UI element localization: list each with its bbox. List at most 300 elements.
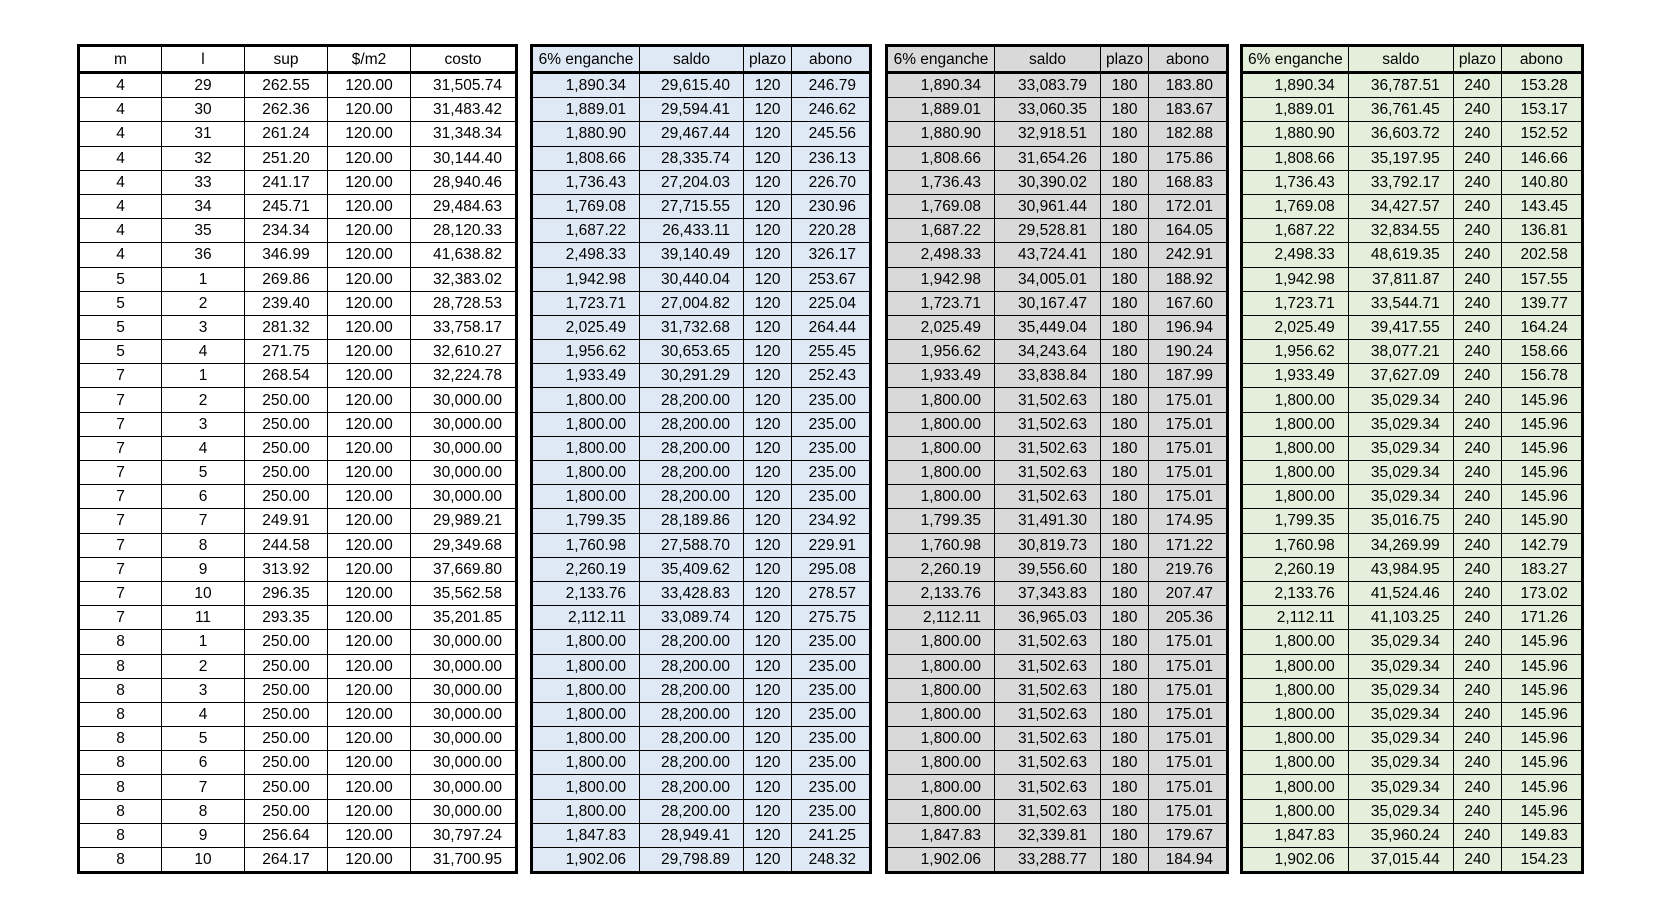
- table-cell: 30,291.29: [640, 364, 744, 388]
- table-cell: 31,654.26: [995, 146, 1101, 170]
- table-row: [1242, 775, 1583, 799]
- table-cell: 7: [79, 581, 162, 605]
- table-row: [532, 533, 871, 557]
- table-cell: 1,800.00: [532, 461, 640, 485]
- column-header: 6% enganche: [532, 46, 640, 73]
- table-cell: 30,000.00: [411, 485, 517, 509]
- table-cell: 32,918.51: [995, 122, 1101, 146]
- table-cell: 145.96: [1501, 751, 1582, 775]
- table-row: [79, 485, 517, 509]
- table-cell: 28,200.00: [640, 702, 744, 726]
- table-cell: 145.96: [1501, 727, 1582, 751]
- table-cell: 1,760.98: [532, 533, 640, 557]
- table-cell: 180: [1101, 581, 1149, 605]
- table-cell: 239.40: [245, 291, 328, 315]
- table-cell: 180: [1101, 436, 1149, 460]
- table-cell: 30,000.00: [411, 678, 517, 702]
- table-cell: 120.00: [328, 194, 411, 218]
- table-cell: 1,800.00: [532, 388, 640, 412]
- table-cell: 248.32: [792, 848, 871, 873]
- table-cell: 32,383.02: [411, 267, 517, 291]
- table-cell: 246.62: [792, 98, 871, 122]
- table-cell: 31: [162, 122, 245, 146]
- table-cell: 1,933.49: [532, 364, 640, 388]
- table-cell: 5: [162, 461, 245, 485]
- table-cell: 120: [744, 509, 792, 533]
- table-cell: 1,902.06: [1242, 848, 1349, 873]
- table-cell: 37,015.44: [1348, 848, 1453, 873]
- table-cell: 252.43: [792, 364, 871, 388]
- table-cell: 28,200.00: [640, 727, 744, 751]
- table-cell: 30,000.00: [411, 799, 517, 823]
- table-cell: 240: [1453, 799, 1501, 823]
- table-cell: 253.67: [792, 267, 871, 291]
- table-cell: 246.79: [792, 73, 871, 98]
- table-cell: 34: [162, 194, 245, 218]
- table-cell: 236.13: [792, 146, 871, 170]
- table-cell: 4: [79, 194, 162, 218]
- table-cell: 1,800.00: [887, 630, 995, 654]
- table-row: [887, 533, 1228, 557]
- table-cell: 256.64: [245, 823, 328, 847]
- table-row: [887, 848, 1228, 873]
- table-cell: 180: [1101, 315, 1149, 339]
- table-cell: 29,594.41: [640, 98, 744, 122]
- table-cell: 219.76: [1149, 557, 1228, 581]
- table-cell: 180: [1101, 775, 1149, 799]
- table-cell: 35,029.34: [1348, 630, 1453, 654]
- table-cell: 1,800.00: [887, 775, 995, 799]
- table-cell: 35: [162, 219, 245, 243]
- table-cell: 5: [79, 315, 162, 339]
- table-cell: 120: [744, 146, 792, 170]
- table-row: [1242, 751, 1583, 775]
- table-cell: 2,260.19: [1242, 557, 1349, 581]
- table-cell: 240: [1453, 654, 1501, 678]
- table-cell: 145.96: [1501, 436, 1582, 460]
- table-cell: 180: [1101, 606, 1149, 630]
- table-row: [887, 388, 1228, 412]
- table-cell: 1,800.00: [532, 727, 640, 751]
- table-row: [887, 727, 1228, 751]
- table-cell: 27,004.82: [640, 291, 744, 315]
- table-cell: 1,800.00: [532, 678, 640, 702]
- table-cell: 31,502.63: [995, 775, 1101, 799]
- table-cell: 29,349.68: [411, 533, 517, 557]
- table-row: [887, 581, 1228, 605]
- table-cell: 1,800.00: [1242, 775, 1349, 799]
- table-row: [1242, 702, 1583, 726]
- table-cell: 26,433.11: [640, 219, 744, 243]
- table-cell: 234.92: [792, 509, 871, 533]
- table-cell: 2,498.33: [1242, 243, 1349, 267]
- table-cell: 120.00: [328, 436, 411, 460]
- table-cell: 250.00: [245, 751, 328, 775]
- table-cell: 120.00: [328, 122, 411, 146]
- table-cell: 241.25: [792, 823, 871, 847]
- table-row: [1242, 364, 1583, 388]
- table-cell: 152.52: [1501, 122, 1582, 146]
- table-cell: 1,800.00: [1242, 412, 1349, 436]
- table-cell: 1,687.22: [1242, 219, 1349, 243]
- table-cell: 120: [744, 823, 792, 847]
- table-row: [532, 388, 871, 412]
- table-cell: 157.55: [1501, 267, 1582, 291]
- table-cell: 180: [1101, 678, 1149, 702]
- table-row: [79, 364, 517, 388]
- table-cell: 29,467.44: [640, 122, 744, 146]
- table-cell: 33,544.71: [1348, 291, 1453, 315]
- table-cell: 235.00: [792, 436, 871, 460]
- table-cell: 175.01: [1149, 702, 1228, 726]
- table-cell: 4: [162, 340, 245, 364]
- table-cell: 139.77: [1501, 291, 1582, 315]
- table-cell: 120.00: [328, 98, 411, 122]
- table-cell: 35,201.85: [411, 606, 517, 630]
- table-cell: 4: [79, 122, 162, 146]
- table-cell: 35,029.34: [1348, 727, 1453, 751]
- table-cell: 7: [79, 412, 162, 436]
- table-cell: 28,200.00: [640, 654, 744, 678]
- table-cell: 235.00: [792, 485, 871, 509]
- table-row: [79, 73, 517, 98]
- table-cell: 4: [79, 243, 162, 267]
- table-cell: 48,619.35: [1348, 243, 1453, 267]
- table-row: [532, 485, 871, 509]
- table-cell: 1,800.00: [1242, 630, 1349, 654]
- table-cell: 29,989.21: [411, 509, 517, 533]
- table-cell: 31,502.63: [995, 727, 1101, 751]
- table-cell: 145.96: [1501, 412, 1582, 436]
- table-cell: 10: [162, 848, 245, 873]
- table-cell: 175.01: [1149, 799, 1228, 823]
- table-cell: 8: [79, 848, 162, 873]
- table-cell: 28,189.86: [640, 509, 744, 533]
- table-cell: 1,736.43: [532, 170, 640, 194]
- table-cell: 250.00: [245, 702, 328, 726]
- table-cell: 145.96: [1501, 678, 1582, 702]
- table-cell: 32,224.78: [411, 364, 517, 388]
- table-cell: 145.96: [1501, 799, 1582, 823]
- table-cell: 136.81: [1501, 219, 1582, 243]
- table-cell: 175.01: [1149, 654, 1228, 678]
- table-cell: 180: [1101, 340, 1149, 364]
- table-cell: 269.86: [245, 267, 328, 291]
- table-cell: 1,799.35: [887, 509, 995, 533]
- table-cell: 120: [744, 630, 792, 654]
- plan-180-table: [885, 44, 1229, 874]
- table-cell: 35,449.04: [995, 315, 1101, 339]
- table-cell: 241.17: [245, 170, 328, 194]
- table-cell: 2: [162, 388, 245, 412]
- table-cell: 171.22: [1149, 533, 1228, 557]
- table-cell: 180: [1101, 388, 1149, 412]
- table-cell: 1,800.00: [532, 630, 640, 654]
- table-cell: 1,889.01: [887, 98, 995, 122]
- table-cell: 35,029.34: [1348, 751, 1453, 775]
- table-cell: 250.00: [245, 678, 328, 702]
- table-cell: 120.00: [328, 388, 411, 412]
- table-cell: 2: [162, 291, 245, 315]
- table-row: [887, 485, 1228, 509]
- table-row: [532, 727, 871, 751]
- table-cell: 262.36: [245, 98, 328, 122]
- table-cell: 1,760.98: [1242, 533, 1349, 557]
- table-cell: 120: [744, 412, 792, 436]
- table-row: [1242, 799, 1583, 823]
- table-cell: 142.79: [1501, 533, 1582, 557]
- table-cell: 3: [162, 678, 245, 702]
- table-row: [532, 267, 871, 291]
- table-cell: 120.00: [328, 509, 411, 533]
- table-cell: 33,428.83: [640, 581, 744, 605]
- table-cell: 27,588.70: [640, 533, 744, 557]
- table-row: [532, 243, 871, 267]
- table-cell: 120.00: [328, 533, 411, 557]
- table-row: [887, 73, 1228, 98]
- table-cell: 1,800.00: [887, 702, 995, 726]
- table-row: [79, 606, 517, 630]
- table-row: [1242, 291, 1583, 315]
- table-row: [1242, 509, 1583, 533]
- column-header: l: [162, 46, 245, 73]
- table-cell: 171.26: [1501, 606, 1582, 630]
- table-cell: 8: [79, 702, 162, 726]
- table-row: [79, 170, 517, 194]
- table-cell: 2,112.11: [1242, 606, 1349, 630]
- table-row: [79, 291, 517, 315]
- table-row: [887, 654, 1228, 678]
- table-cell: 145.96: [1501, 388, 1582, 412]
- table-row: [1242, 436, 1583, 460]
- table-row: [1242, 146, 1583, 170]
- table-cell: 240: [1453, 775, 1501, 799]
- header-row: [887, 46, 1228, 73]
- table-cell: 34,427.57: [1348, 194, 1453, 218]
- table-cell: 37,627.09: [1348, 364, 1453, 388]
- table-cell: 30,000.00: [411, 412, 517, 436]
- table-cell: 182.88: [1149, 122, 1228, 146]
- table-row: [79, 751, 517, 775]
- table-cell: 120.00: [328, 315, 411, 339]
- table-row: [1242, 315, 1583, 339]
- table-cell: 1,847.83: [1242, 823, 1349, 847]
- table-row: [1242, 170, 1583, 194]
- table-cell: 7: [79, 533, 162, 557]
- table-cell: 143.45: [1501, 194, 1582, 218]
- table-cell: 240: [1453, 485, 1501, 509]
- table-cell: 175.86: [1149, 146, 1228, 170]
- table-cell: 179.67: [1149, 823, 1228, 847]
- table-cell: 120.00: [328, 73, 411, 98]
- table-cell: 1,902.06: [532, 848, 640, 873]
- table-cell: 28,200.00: [640, 799, 744, 823]
- table-cell: 264.44: [792, 315, 871, 339]
- table-cell: 174.95: [1149, 509, 1228, 533]
- table-cell: 1,736.43: [1242, 170, 1349, 194]
- table-cell: 240: [1453, 194, 1501, 218]
- table-row: [887, 98, 1228, 122]
- table-cell: 120: [744, 557, 792, 581]
- table-cell: 33,089.74: [640, 606, 744, 630]
- table-row: [532, 823, 871, 847]
- table-cell: 8: [162, 799, 245, 823]
- table-cell: 30,000.00: [411, 461, 517, 485]
- table-cell: 31,502.63: [995, 799, 1101, 823]
- table-cell: 261.24: [245, 122, 328, 146]
- table-cell: 1,800.00: [887, 461, 995, 485]
- table-cell: 180: [1101, 243, 1149, 267]
- table-cell: 240: [1453, 122, 1501, 146]
- table-row: [79, 461, 517, 485]
- table-row: [887, 267, 1228, 291]
- table-cell: 184.94: [1149, 848, 1228, 873]
- table-row: [887, 509, 1228, 533]
- table-row: [887, 122, 1228, 146]
- table-cell: 235.00: [792, 727, 871, 751]
- table-cell: 120.00: [328, 606, 411, 630]
- table-row: [79, 775, 517, 799]
- table-cell: 35,029.34: [1348, 461, 1453, 485]
- table-cell: 240: [1453, 219, 1501, 243]
- table-cell: 36,965.03: [995, 606, 1101, 630]
- table-row: [887, 823, 1228, 847]
- table-cell: 120: [744, 291, 792, 315]
- table-cell: 207.47: [1149, 581, 1228, 605]
- table-cell: 240: [1453, 606, 1501, 630]
- table-cell: 120: [744, 219, 792, 243]
- table-cell: 28,200.00: [640, 775, 744, 799]
- table-cell: 2,498.33: [532, 243, 640, 267]
- table-cell: 120: [744, 727, 792, 751]
- table-cell: 35,029.34: [1348, 678, 1453, 702]
- table-cell: 1,723.71: [887, 291, 995, 315]
- table-cell: 175.01: [1149, 630, 1228, 654]
- table-cell: 31,502.63: [995, 654, 1101, 678]
- table-row: [887, 243, 1228, 267]
- table-row: [79, 315, 517, 339]
- table-cell: 30: [162, 98, 245, 122]
- table-cell: 120.00: [328, 702, 411, 726]
- table-cell: 175.01: [1149, 751, 1228, 775]
- table-row: [887, 340, 1228, 364]
- lot-cost-table: [77, 44, 518, 874]
- table-cell: 120.00: [328, 219, 411, 243]
- table-cell: 1,800.00: [887, 436, 995, 460]
- table-row: [532, 557, 871, 581]
- table-cell: 230.96: [792, 194, 871, 218]
- column-header: abono: [1149, 46, 1228, 73]
- table-row: [79, 702, 517, 726]
- table-cell: 240: [1453, 848, 1501, 873]
- table-cell: 4: [79, 170, 162, 194]
- table-cell: 1: [162, 364, 245, 388]
- table-cell: 2,112.11: [887, 606, 995, 630]
- table-cell: 28,200.00: [640, 436, 744, 460]
- table-cell: 180: [1101, 823, 1149, 847]
- table-cell: 164.24: [1501, 315, 1582, 339]
- table-cell: 39,417.55: [1348, 315, 1453, 339]
- table-cell: 9: [162, 557, 245, 581]
- table-cell: 35,029.34: [1348, 388, 1453, 412]
- table-cell: 180: [1101, 73, 1149, 98]
- table-cell: 180: [1101, 533, 1149, 557]
- table-cell: 120.00: [328, 461, 411, 485]
- table-cell: 1,723.71: [532, 291, 640, 315]
- table-cell: 240: [1453, 727, 1501, 751]
- table-cell: 145.96: [1501, 461, 1582, 485]
- table-row: [79, 533, 517, 557]
- table-cell: 36,603.72: [1348, 122, 1453, 146]
- table-row: [1242, 581, 1583, 605]
- table-cell: 4: [162, 702, 245, 726]
- table-cell: 120.00: [328, 340, 411, 364]
- table-cell: 1,800.00: [1242, 388, 1349, 412]
- table-cell: 120: [744, 775, 792, 799]
- table-row: [79, 823, 517, 847]
- column-header: plazo: [1453, 46, 1501, 73]
- table-cell: 1,880.90: [532, 122, 640, 146]
- table-row: [887, 557, 1228, 581]
- table-cell: 35,016.75: [1348, 509, 1453, 533]
- table-cell: 31,700.95: [411, 848, 517, 873]
- table-cell: 120.00: [328, 727, 411, 751]
- table-row: [887, 775, 1228, 799]
- table-cell: 43,984.95: [1348, 557, 1453, 581]
- table-cell: 1,800.00: [1242, 799, 1349, 823]
- table-cell: 175.01: [1149, 436, 1228, 460]
- table-cell: 1,769.08: [1242, 194, 1349, 218]
- table-cell: 120.00: [328, 146, 411, 170]
- table-row: [1242, 219, 1583, 243]
- table-cell: 2,112.11: [532, 606, 640, 630]
- table-cell: 120: [744, 243, 792, 267]
- table-cell: 28,200.00: [640, 751, 744, 775]
- table-cell: 38,077.21: [1348, 340, 1453, 364]
- table-cell: 1,942.98: [1242, 267, 1349, 291]
- table-cell: 1,889.01: [532, 98, 640, 122]
- table-row: [887, 291, 1228, 315]
- table-cell: 30,000.00: [411, 630, 517, 654]
- table-cell: 35,409.62: [640, 557, 744, 581]
- table-cell: 9: [162, 823, 245, 847]
- table-cell: 145.96: [1501, 630, 1582, 654]
- table-cell: 120.00: [328, 678, 411, 702]
- table-cell: 175.01: [1149, 412, 1228, 436]
- table-cell: 2,260.19: [532, 557, 640, 581]
- table-cell: 255.45: [792, 340, 871, 364]
- table-cell: 1,956.62: [887, 340, 995, 364]
- table-cell: 2,025.49: [887, 315, 995, 339]
- table-row: [79, 727, 517, 751]
- table-cell: 1,800.00: [887, 751, 995, 775]
- table-cell: 235.00: [792, 461, 871, 485]
- table-cell: 39,140.49: [640, 243, 744, 267]
- table-cell: 175.01: [1149, 485, 1228, 509]
- table-cell: 33,758.17: [411, 315, 517, 339]
- table-row: [1242, 678, 1583, 702]
- table-cell: 180: [1101, 799, 1149, 823]
- table-cell: 175.01: [1149, 775, 1228, 799]
- table-row: [79, 267, 517, 291]
- table-cell: 43,724.41: [995, 243, 1101, 267]
- table-cell: 4: [79, 98, 162, 122]
- table-cell: 240: [1453, 630, 1501, 654]
- table-cell: 180: [1101, 461, 1149, 485]
- table-cell: 2,133.76: [532, 581, 640, 605]
- table-row: [79, 848, 517, 873]
- table-cell: 180: [1101, 727, 1149, 751]
